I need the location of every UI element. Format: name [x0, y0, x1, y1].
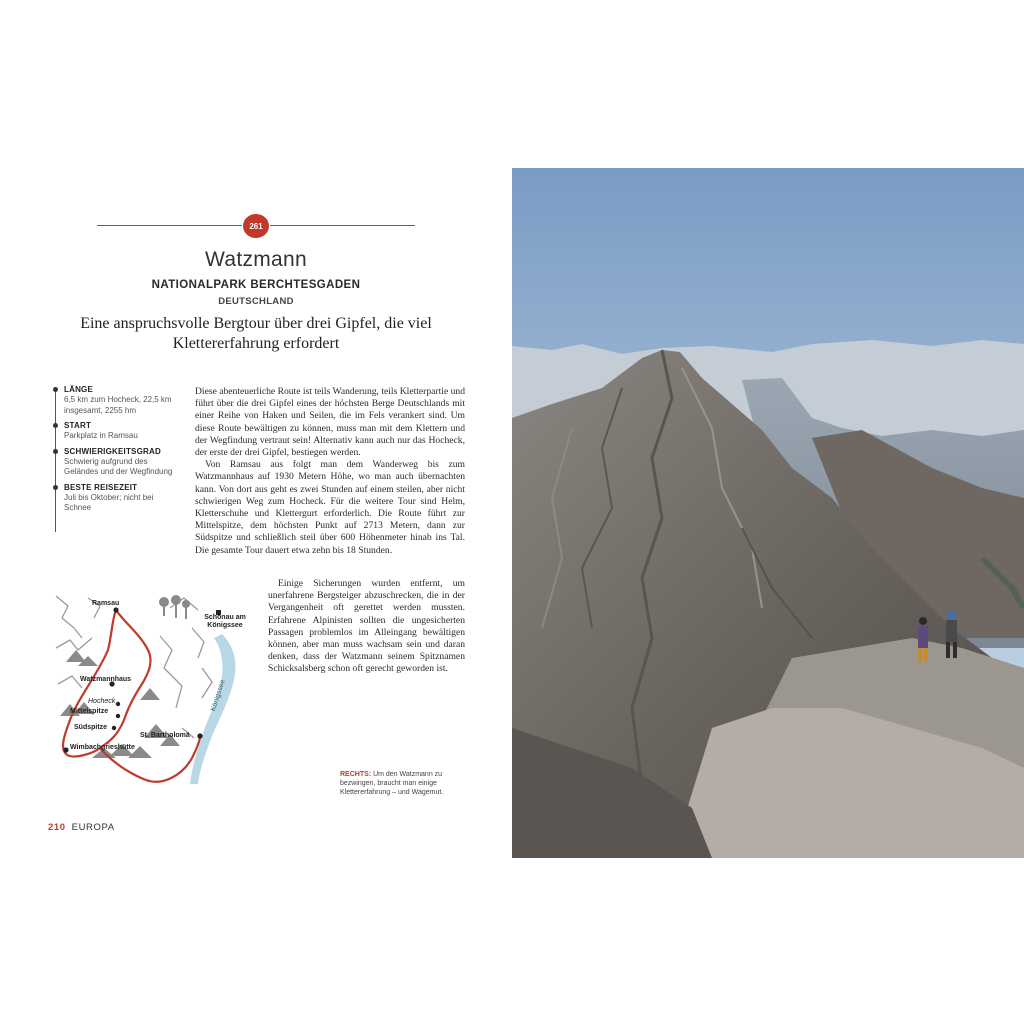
- fact-start: [52, 420, 176, 442]
- facts-box: [52, 384, 176, 518]
- map-label-wimbach: Wimbachgrieshütte: [70, 744, 135, 751]
- fact-label: BESTE REISEZEIT: [64, 482, 138, 492]
- bullet-icon: [53, 485, 58, 490]
- photo-caption: [340, 770, 470, 797]
- header-rule-left: [97, 225, 242, 226]
- terrain-lines: [56, 596, 212, 738]
- page-number: 210: [48, 822, 66, 833]
- fact-value: Schwierig aufgrund des Geländes und der Wegfindung: [64, 456, 173, 476]
- tagline: Eine anspruchsvolle Bergtour über drei Gipfel, die viel Klettererfahrung erfordert: [80, 315, 432, 352]
- fact-value: Parkplatz in Ramsau: [64, 431, 138, 440]
- country-label: DEUTSCHLAND: [218, 296, 294, 307]
- fact-difficulty: [52, 446, 176, 478]
- fact-label: START: [64, 421, 92, 430]
- body-text: [195, 386, 465, 557]
- watzmann-ridge-photo: [512, 168, 1024, 858]
- fact-length: [52, 384, 176, 416]
- map-label-hocheck: Hocheck: [88, 698, 116, 705]
- body-paragraph: Von Ramsau aus folgt man dem Wanderweg bis zum Watzmannhaus auf 1930 Metern Höhe, wo man auch übernachten kann. Von dort aus geht es zwei Stunden auf einem steilen, aber nicht schwierigen Weg zum Hocheck. Für die weitere Tour sind Helm, Kletterschuhe und Klettergurt erforderlich. Die Route führt zur Mittelspitze, dem höchsten Punkt auf 2713 Metern, dann zur Südspitze und schließlich steil über 600 Höhenmeter hinab ins Tal. Die gesamte Tour dauert etwa zehn bis 18 Stunden.: [195, 459, 465, 556]
- map-label-mittelspitze: Mittelspitze: [70, 708, 109, 715]
- bullet-icon: [53, 449, 58, 454]
- caption-text: Um den Watzmann zu bezwingen, braucht man einige Klettererfahrung – und Wagemut.: [340, 771, 444, 796]
- fact-label: LÄNGE: [64, 385, 93, 394]
- book-spread: [0, 168, 1024, 858]
- map-label-bartholomae: St. Bartholomä: [140, 732, 190, 739]
- caption-lead: RECHTS:: [340, 771, 372, 778]
- map-label-koenigssee: Königssee: [209, 678, 227, 713]
- page-title: Watzmann: [205, 248, 307, 271]
- region-subtitle: NATIONALPARK BERCHTESGADEN: [151, 279, 361, 291]
- page-folio: [48, 822, 115, 833]
- fact-label: SCHWIERIGKEITSGRAD: [64, 446, 161, 456]
- map-label-suedspitze: Südspitze: [74, 724, 108, 731]
- bullet-icon: [53, 387, 58, 392]
- bullet-icon: [53, 423, 58, 428]
- map-label-watzmannhaus: Watzmannhaus: [80, 676, 132, 683]
- fact-value: 6,5 km zum Hocheck, 22,5 km insgesamt, 2255 hm: [64, 395, 172, 415]
- body-paragraph: Einige Sicherungen wurden entfernt, um unerfahrene Bergsteiger abzuschrecken, die in der Vergangenheit oft gerettet werden mussten. Erfahrene Alpinisten sollten die ungesicherten Passagen problemlos im Alleingang bewältigen können, aber man muss wachsam sein und daran denken, dass der Watzmann seinem Spitznamen Schicksalsberg schon oft gerecht geworden ist.: [268, 578, 465, 675]
- header-rule-right: [270, 225, 415, 226]
- map-label-ramsau: Ramsau: [92, 600, 120, 607]
- entry-number-badge: 261: [243, 214, 269, 238]
- section-name: EUROPA: [71, 822, 115, 833]
- fact-value: Juli bis Oktober; nicht bei Schnee: [64, 492, 154, 512]
- mountain-photo: [512, 168, 1024, 858]
- route-map: [52, 588, 248, 796]
- left-page: [0, 168, 512, 858]
- map-label-schoenau: Schönau am Königssee: [204, 614, 246, 629]
- fact-season: [52, 482, 176, 514]
- body-paragraph: Diese abenteuerliche Route ist teils Wanderung, teils Kletterpartie und führt über die drei Gipfel eines der höchsten Berge Deutschlands mit einer Reihe von Haken und Seilen, die im Fels verankert sind. Um diese Route bewältigen zu können, muss man mit dem Klettern und der Wegfindung vertraut sein! Alternativ kann auch nur das Hocheck, der erste der drei Gipfel, bestiegen werden.: [195, 386, 465, 459]
